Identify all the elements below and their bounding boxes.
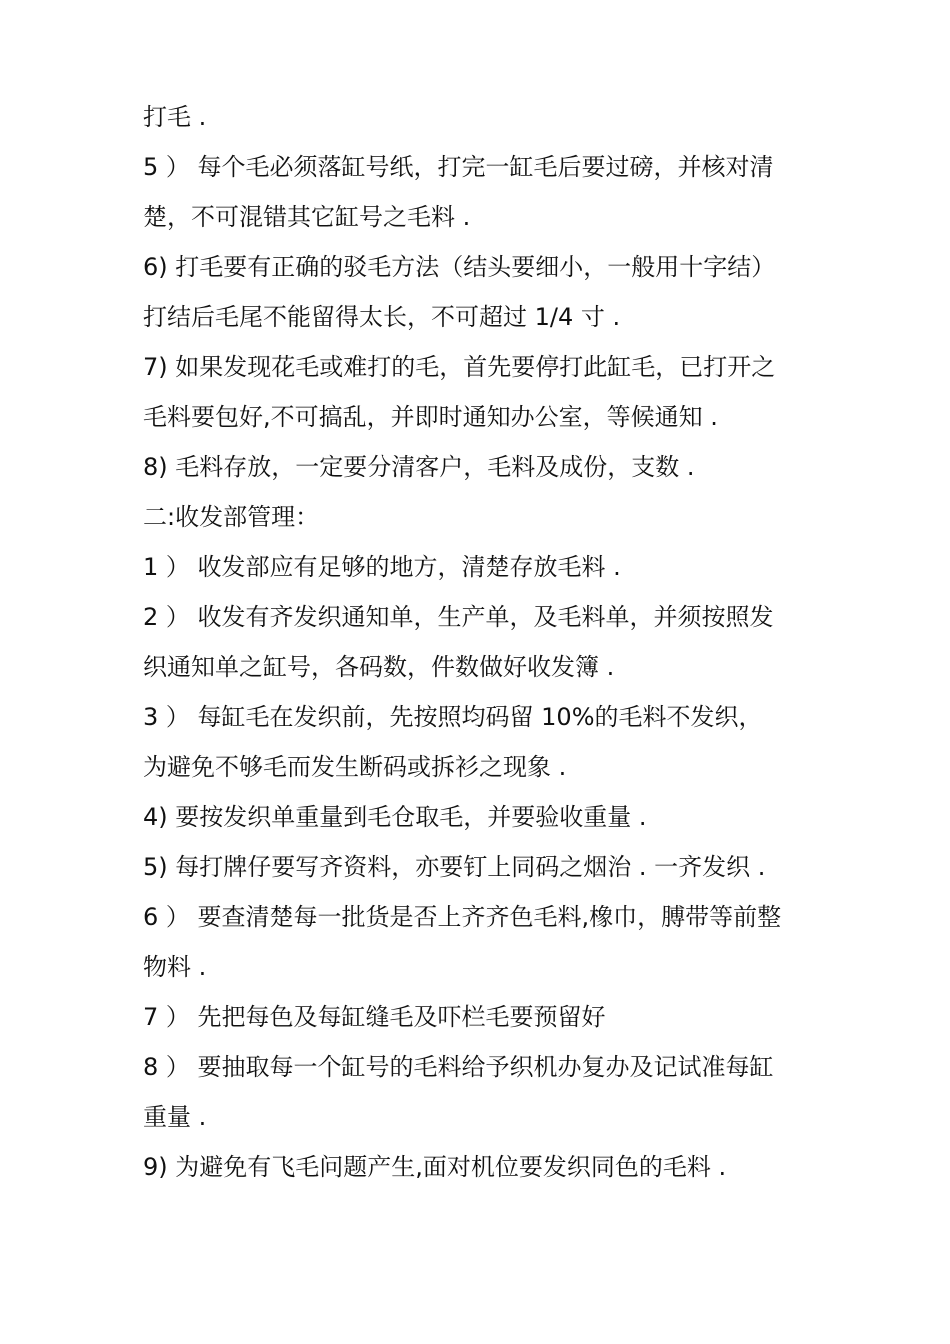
- text-line: 5) 每打牌仔要写齐资料，亦要钉上同码之烟治 . 一齐发织 .: [143, 853, 766, 881]
- text-line: 8 ） 要抽取每一个缸号的毛料给予织机办复办及记试准每缸: [143, 1053, 774, 1081]
- text-line: 物料 .: [143, 953, 207, 981]
- text-line: 毛料要包好,不可搞乱，并即时通知办公室，等候通知 .: [143, 403, 718, 431]
- text-line: 6 ） 要查清楚每一批货是否上齐齐色毛料,橡巾，膊带等前整: [143, 903, 782, 931]
- text-line: 楚，不可混错其它缸号之毛料 .: [143, 203, 471, 231]
- text-line: 2 ） 收发有齐发织通知单，生产单，及毛料单，并须按照发: [143, 603, 774, 631]
- text-line: 4) 要按发织单重量到毛仓取毛，并要验收重量 .: [143, 803, 647, 831]
- text-line: 9) 为避免有飞毛问题产生,面对机位要发织同色的毛料 .: [143, 1153, 727, 1181]
- text-line: 重量 .: [143, 1103, 207, 1131]
- text-line: 织通知单之缸号，各码数，件数做好收发簿 .: [143, 653, 615, 681]
- text-line: 打毛 .: [143, 103, 207, 131]
- text-line: 3 ） 每缸毛在发织前，先按照均码留 10%的毛料不发织，: [143, 703, 763, 731]
- text-line: 打结后毛尾不能留得太长，不可超过 1/4 寸 .: [143, 303, 621, 331]
- text-line: 6) 打毛要有正确的驳毛方法（结头要细小，一般用十字结）: [143, 253, 776, 281]
- text-line: 为避免不够毛而发生断码或拆衫之现象 .: [143, 753, 567, 781]
- document-body: [143, 92, 823, 1192]
- text-line: 7) 如果发现花毛或难打的毛，首先要停打此缸毛，已打开之: [143, 353, 776, 381]
- text-line: 7 ） 先把每色及每缸缝毛及吓栏毛要预留好: [143, 1003, 606, 1031]
- text-line: 1 ） 收发部应有足够的地方，清楚存放毛料 .: [143, 553, 621, 581]
- text-line: 8) 毛料存放，一定要分清客户，毛料及成份，支数 .: [143, 453, 695, 481]
- section-heading: 二:收发部管理：: [143, 503, 320, 531]
- text-line: 5 ） 每个毛必须落缸号纸，打完一缸毛后要过磅，并核对清: [143, 153, 774, 181]
